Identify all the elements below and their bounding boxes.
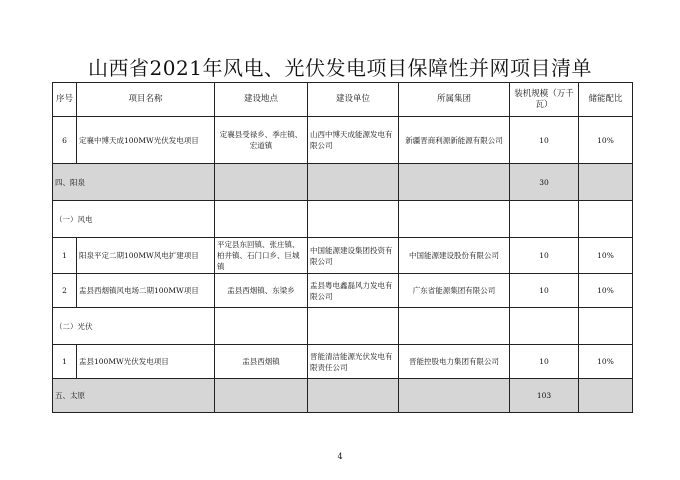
cell-location: 盂县西烟镇 [215, 345, 308, 379]
table-header-row [53, 83, 633, 117]
cell-location: 平定县东回镇、张庄镇、柏井镇、石门口乡、巨城镇 [215, 238, 308, 274]
col-header-unit: 建设单位 [308, 83, 399, 117]
subsection-label: （二）光伏 [53, 308, 215, 345]
cell-group: 晋能控股电力集团有限公司 [399, 345, 510, 379]
cell-empty [579, 164, 633, 201]
cell-unit: 晋能清洁能源光伏发电有限责任公司 [308, 345, 399, 379]
cell-storage: 10% [579, 238, 633, 274]
cell-name: 定襄中博天成100MW光伏发电项目 [77, 117, 215, 164]
cell-storage: 10% [579, 117, 633, 164]
document-title: 山西省2021年风电、光伏发电项目保障性并网项目清单 [88, 56, 592, 80]
cell-capacity: 10 [510, 117, 579, 164]
cell-empty [308, 164, 399, 201]
table-row [53, 345, 633, 379]
cell-empty [510, 308, 579, 345]
cell-location: 盂县西烟镇、东梁乡 [215, 274, 308, 308]
cell-empty [308, 379, 399, 413]
cell-name: 盂县西烟镇风电场二期100MW项目 [77, 274, 215, 308]
col-header-storage: 储能配比 [579, 83, 633, 117]
cell-group: 中国能源建设股份有限公司 [399, 238, 510, 274]
cell-empty [215, 164, 308, 201]
col-header-seq: 序号 [53, 83, 77, 117]
subsection-row [53, 308, 633, 345]
cell-empty [215, 201, 308, 238]
cell-group: 广东省能源集团有限公司 [399, 274, 510, 308]
col-header-capacity: 装机规模（万千瓦） [510, 83, 579, 117]
cell-empty [510, 201, 579, 238]
project-table [52, 82, 633, 413]
cell-seq: 2 [53, 274, 77, 308]
table-row [53, 117, 633, 164]
table-row [53, 238, 633, 274]
col-header-group: 所属集团 [399, 83, 510, 117]
col-header-name: 项目名称 [77, 83, 215, 117]
cell-seq: 6 [53, 117, 77, 164]
cell-name: 盂县100MW光伏发电项目 [77, 345, 215, 379]
cell-empty [215, 379, 308, 413]
cell-capacity: 10 [510, 345, 579, 379]
cell-name: 阳泉平定二期100MW风电扩建项目 [77, 238, 215, 274]
cell-empty [399, 308, 510, 345]
cell-seq: 1 [53, 238, 77, 274]
cell-empty [579, 308, 633, 345]
cell-empty [399, 201, 510, 238]
cell-empty [579, 379, 633, 413]
section-label: 四、阳泉 [53, 164, 215, 201]
cell-empty [399, 164, 510, 201]
cell-capacity: 10 [510, 238, 579, 274]
section-row [53, 164, 633, 201]
cell-storage: 10% [579, 274, 633, 308]
col-header-location: 建设地点 [215, 83, 308, 117]
cell-capacity: 10 [510, 274, 579, 308]
table-row [53, 274, 633, 308]
section-capacity: 30 [510, 164, 579, 201]
cell-empty [579, 201, 633, 238]
cell-empty [308, 308, 399, 345]
cell-empty [399, 379, 510, 413]
cell-empty [215, 308, 308, 345]
section-row [53, 379, 633, 413]
cell-unit: 山西中博天成能源发电有限公司 [308, 117, 399, 164]
cell-location: 定襄县受禄乡、季庄镇、宏道镇 [215, 117, 308, 164]
section-label: 五、太原 [53, 379, 215, 413]
cell-storage: 10% [579, 345, 633, 379]
cell-unit: 中国能源建设集团投资有限公司 [308, 238, 399, 274]
cell-seq: 1 [53, 345, 77, 379]
page-number: 4 [337, 452, 343, 461]
section-capacity: 103 [510, 379, 579, 413]
subsection-label: （一）风电 [53, 201, 215, 238]
subsection-row [53, 201, 633, 238]
cell-group: 新疆晋商利源新能源有限公司 [399, 117, 510, 164]
cell-unit: 盂县粤电鑫磊风力发电有限公司 [308, 274, 399, 308]
cell-empty [308, 201, 399, 238]
